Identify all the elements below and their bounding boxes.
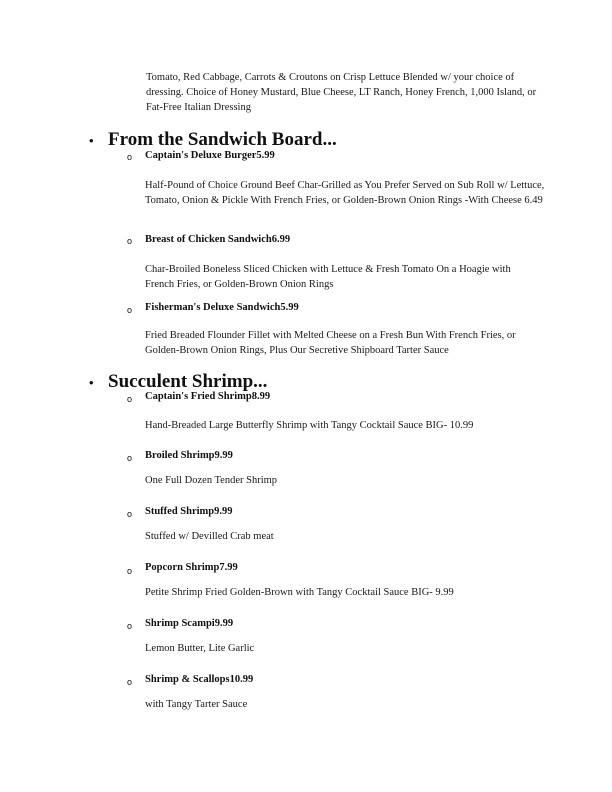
item-title: Fisherman's Deluxe Sandwich5.99 [145,302,299,313]
item-marker: o [127,677,133,687]
item-title: Breast of Chicken Sandwich6.99 [145,234,291,245]
item-title: Shrimp & Scallops10.99 [145,674,254,685]
item-marker: o [127,566,133,576]
item-description: with Tangy Tarter Sauce [145,699,248,710]
item-title: Broiled Shrimp9.99 [145,450,233,461]
item-description: Half-Pound of Choice Ground Beef Char-Grilled as You Prefer Served on Sub Roll w/ Lettuce, Tomato, Onion & Pickle With French Fries, or Golden-Brown Onion Rings -With Cheese 6.49 [145,180,545,206]
item-description: Petite Shrimp Fried Golden-Brown with Tangy Cocktail Sauce BIG- 9.99 [145,587,454,598]
item-title: Stuffed Shrimp9.99 [145,506,233,517]
item-marker: o [127,236,133,246]
item-description: Fried Breaded Flounder Fillet with Melted Cheese on a Fresh Bun With French Fries, or Golden-Brown Onion Rings, Plus Our Secretive Shipboard Tarter Sauce [145,330,516,356]
item-marker: o [127,394,133,404]
item-title: Shrimp Scampi9.99 [145,618,234,629]
section-bullet: • [89,133,94,148]
item-marker: o [127,509,133,519]
section-title: Succulent Shrimp... [108,371,268,392]
item-title: Captain's Fried Shrimp8.99 [145,391,271,402]
section-bullet: • [89,375,94,390]
item-description: One Full Dozen Tender Shrimp [145,475,278,486]
item-marker: o [127,152,133,162]
section-title: From the Sandwich Board... [108,129,337,150]
item-description: Char-Broiled Boneless Sliced Chicken with Lettuce & Fresh Tomato On a Hoagie with French Fries, or Golden-Brown Onion Rings [145,264,511,290]
item-description: Lemon Butter, Lite Garlic [145,643,255,654]
item-description: Stuffed w/ Devilled Crab meat [145,531,274,542]
item-marker: o [127,621,133,631]
item-title: Captain's Deluxe Burger5.99 [145,150,275,161]
salad-description: Tomato, Red Cabbage, Carrots & Croutons on Crisp Lettuce Blended w/ your choice of dressing. Choice of Honey Mustard, Blue Cheese, LT Ranch, Honey French, 1,000 Island, or Fat-Free Italian Dressing [146,72,537,113]
item-description: Hand-Breaded Large Butterfly Shrimp with Tangy Cocktail Sauce BIG- 10.99 [145,420,474,431]
item-marker: o [127,305,133,315]
item-marker: o [127,453,133,463]
item-title: Popcorn Shrimp7.99 [145,562,238,573]
